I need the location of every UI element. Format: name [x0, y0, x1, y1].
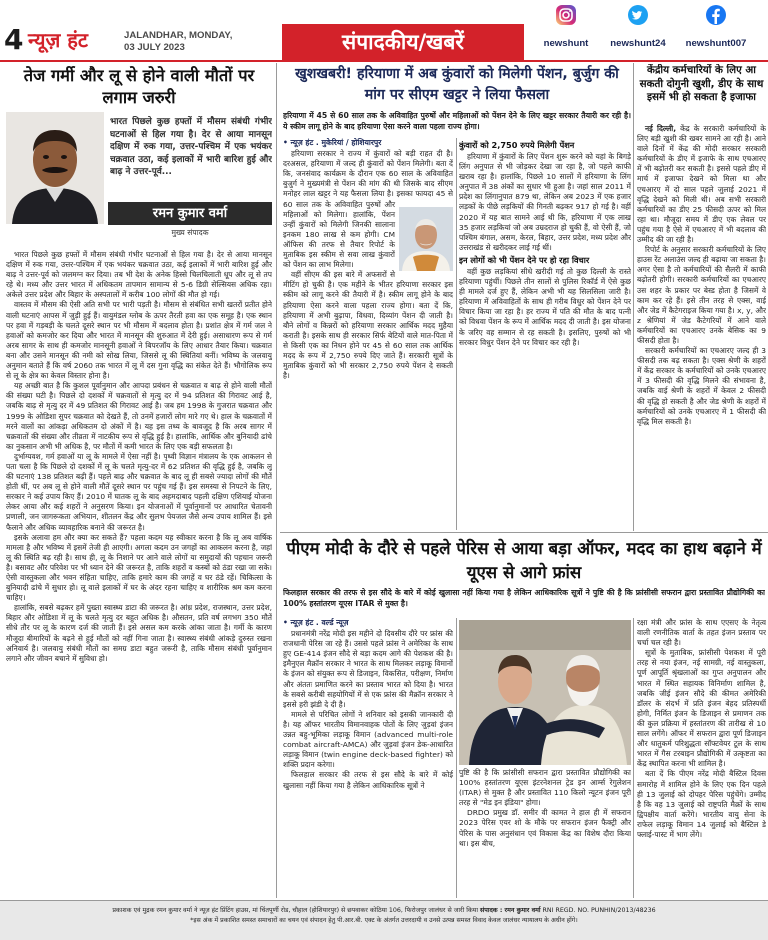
haryana-subheading-widower: इन लोगों को भी पेंशन देने पर हो रहा विचार — [459, 254, 590, 265]
facebook-handle: newshunt007 — [685, 38, 747, 49]
issue-date: 03 JULY 2023 — [124, 42, 185, 53]
france-paragraph: सूत्रों के मुताबिक, फ्रांसीसी पेशकश में पूरी तरह से नया इंजन, नई सामग्री, नई वास्तुकला, पूर्ण आपूर्ति श्रृंखलाओं का गुप्त अनुपालन और भारत में स्थित सहायक विनिर्माण शामिल है, जबकि जीई इंजन सौदे की कीमत अमेरिकी डॉलर के संदर्भ में प्रति इंजन बेहद प्रतिस्पर्धी होगी, निर्मित इंजन के डिजाइन से प्रमाणन तक की कुल प्रक्रिया में हस्तांतरण की तारीख से 10 साल लगेंगे। ऑफर में सफरान द्वारा पूर्ण डिजाइन और धातुकर्म परिशुद्धता सॉफ्टवेयर टूल के साथ भारत में गैस टरबाइन प्रौद्योगिकी में उत्कृष्टता का केंद्र स्थापित करना भी शामिल है। — [637, 648, 766, 769]
france-paragraph: बता दें कि पीएम नरेंद्र मोदी बैस्टिल दिवस समारोह में शामिल होने के लिए एक दिन पहले ही 13 जुलाई को दोपहर पेरिस पहुंचेंगे। उम्मीद है कि वह 13 जुलाई को राष्ट्रपति मैक्रों के साथ द्विपक्षीय वार्ता करेंगे। भारतीय वायु सेना के राफेल लड़ाकू विमान 14 जुलाई को बैस्टिल डे फ्लाई-पास्ट में भाग लेंगे। — [637, 769, 766, 839]
haryana-dateline: • न्यूज़ हंट . मुकेरियां / होशियारपुर — [283, 138, 382, 147]
author-photo — [6, 112, 104, 224]
haryana-summary: हरियाणा में 45 से 60 साल तक के अविवाहित पुरुषों और महिलाओं को पेंशन देने के लिए खट्टर सरकार तैयारी कर रही है। ये स्कीम लागू होने के बाद हरियाणा ऐसा करने वाला पहला राज्य होगा। — [283, 111, 631, 131]
editorial-paragraph: हालांकि, सबसे बढ़कर हमें पुख्ता स्वास्थ्य डाटा की जरूरत है। आंध्र प्रदेश, राजस्थान, उत्तर प्रदेश, बिहार और ओडिशा में लू के चलते मृत्यु दर बहुत अधिक है। औसतन, प्रति वर्ष लगभग 350 मौतें सीधे तौर पर लू के कारण दर्ज की जाती हैं। इसे असल कम करके आंका जाता है। गर्मी के कारण मौजूदा बीमारियों के बढ़ने से हुई मौतों को नहीं गिना जाता है। स्वास्थ्य संबंधी आंकड़े दुरुस्त रखना अनिवार्य है। जलवायु संबंधी मौतों का समग्र डाटा बहुत जरूरी है, ताकि मौसम संबंधी पूर्वानुमान लगाने और जीवन बचाने में सुविधा हो। — [6, 603, 272, 663]
legal-disclaimer: *इस अंक में प्रकाशित समस्त समाचारों का चयन एवं संपादन हेतु पी.आर.बी. एक्ट के अंतर्गत उत्तरदायी व उनसे उत्पन्न समस्त विवाद केवल जालंधर न्यायालय के अधीन होंगे। — [190, 916, 578, 924]
france-column-a — [283, 618, 453, 898]
twitter-icon — [627, 4, 649, 26]
modi-macron-photo — [459, 620, 631, 765]
france-paragraph: रक्षा मंत्री और फ्रांस के साथ एएसए के नेतृत्व वाली रणनीतिक वार्ता के तहत इंजन प्रस्ताव पर चर्चा चल रही है। — [637, 618, 766, 648]
france-paragraph: प्रधानमंत्री नरेंद्र मोदी इस महीने दो दिवसीय दौरे पर फ्रांस की राजधानी पेरिस जा रहे हैं। उससे पहले फ्रांस ने अमेरिका के साथ हुए GE-414 इंजन सौदे से बड़ा कदम आगे की पेशकश की है। इमैनुएल मैक्रॉन सरकार ने भारत के साथ मिलकर लड़ाकू विमानों के इंजन को संयुक्त रूप से डिजाइन, विकसित, परीक्षण, निर्माण और अंततः प्रमाणित करने का प्रस्ताव भारत को दिया है। भारत के सबसे करीबी सहयोगियों में से एक फ्रांस की मैक्रॉन सरकार ने इससे हरी झंडी दे दी है। — [283, 629, 453, 709]
haryana-column-b — [459, 138, 631, 530]
haryana-paragraph: हरियाणा सरकार ने राज्य में कुंवारों को बड़ी राहत दी है। दरअसल, हरियाणा में जल्द ही कुंवारों को पेंशन मिलेगी। बता दें कि, जनसंवाद कार्यक्रम के दौरान एक 60 साल के अविवाहित बुजुर्ग ने मुख्यमंत्री से पेंशन की मांग की थी जिसके बाद सीएम मनोहर लाल खट्टर ने यह फैसला लिया है। इसका फायदा 45 से 60 साल तक के अविवाहित पुरुषों और महिलाओं को मिलेगा। हालांकि, पेंशन उन्हीं कुंवारों को मिलेगी जिनकी सालाना इनकम 180 लाख से कम होगी। CM ऑफिस की तरफ से तैयार रिपोर्ट के मुताबिक इस स्कीम से सवा लाख कुंवारों को पेंशन का लाभ मिलेगा। — [283, 149, 453, 270]
editorial-body — [6, 250, 272, 898]
france-dateline: • न्यूज़ हंट . वर्ल्ड न्यूज़ — [283, 618, 349, 627]
france-paragraph: मामले से परिचित लोगों ने शनिवार को इसकी जानकारी दी है। यह ऑफर भारतीय विमानवाहक पोतों के लिए जुड़वां इंजन उन्नत बहु-भूमिका लड़ाकू विमान (advanced multi-role combat aircraft-AMCA) और जुड़वां इंजन डेक-आधारित लड़ाकू विमान (twin engine deck-based fighter) को शक्ति प्रदान करेगा। — [283, 709, 453, 770]
column-divider — [633, 618, 634, 898]
city-day: JALANDHAR, MONDAY, — [124, 30, 233, 41]
column-divider — [633, 63, 634, 531]
haryana-headline: खुशखबरी! हरियाणा में अब कुंवारों को मिलेगी पेंशन, बुर्जुग की मांग पर सीएम खट्टर ने लिया फैसला — [295, 66, 619, 103]
author-designation: मुख्य संपादक — [171, 228, 209, 237]
da-paragraph: रिपोर्ट के अनुसार सरकारी कर्मचारियों के लिए हाउस रेंट अलाउंस जल्द ही बढ़ाया जा सकता है। अगर ऐसा है तो कर्मचारियों की सैलरी में काफी बढ़ोतरी होगी। सरकारी कर्मचारियों का एचआरए उस शहर के प्रकार पर बेस्ड होता है जिसमें वे काम कर रहे हैं। इसे तीन तरह से एक्स, वाई और जेड में कैटेगराइज किया गया है। x, y, और z श्रेणियां में जेड कैटेगरियों में आने वाले कर्मचारियों का एचआरए उनके बेसिक का 9 फीसदी होता है। — [637, 245, 766, 345]
page-number: 4 — [4, 23, 24, 56]
haryana-subheading-pension: कुंवारों को 2,750 रुपये मिलेगी पेंशन — [459, 140, 575, 150]
da-body — [637, 124, 766, 530]
column-divider — [456, 618, 457, 898]
france-paragraph: DRDO प्रमुख डॉ. समीर वी कामत ने हाल ही में सफरान 2023 पेरिस एयर शो के मौके पर सफरान इंजन फैक्ट्री और पेरिस के पास अनुसंधान एवं विकास केंद्र का विशेष दौरा किया था। इस बीच, — [459, 808, 631, 848]
france-summary: फिलहाल सरकार की तरफ से इस सौदे के बारे में कोई खुलासा नहीं किया गया है लेकिन आधिकारिक सूत्रों ने पुष्टि की है कि फ्रांसीसी सफरान द्वारा प्रस्तावित प्रौद्योगिकी का 100% हस्तांतरण यूएस ITAR से मुक्त है। — [283, 588, 765, 608]
social-instagram — [530, 4, 602, 58]
da-dateline: नई दिल्ली, — [645, 124, 677, 133]
da-paragraph-text: केंद्र के सरकारी कर्मचारियों के लिए बड़ी खुशी की खबर सामने आ रही है। आने वाले दिनों में केंद्र की मोदी सरकार सरकारी कर्मचारियों के डीए में इजाफे के साथ एचआरए में भी बढ़ोतरी कर सकती है। इससे पहले डीए में मार्च में इजाफा देखने को मिला था और एचआरए में दो साल पहले जुलाई 2021 में वृद्धि देखने को मिली थी। अब सभी सरकारी कर्मचारियों का डीए 25 फीसदी ऊपर को मिल रहा था। मौजूदा समय में डीए एक लेवल पर पहुंच गया है ऐसे में एचआरए में भी बदलाव की उम्मीद की जा रही है। — [637, 124, 766, 245]
social-twitter — [602, 4, 674, 58]
section-banner: संपादकीय/खबरें — [282, 24, 524, 60]
editorial-paragraph: वास्तव में मौसम की ऐसी अति सभी पर भारी पड़ती है। मौसम से संबंधित सभी खतरों प्रतीत होने वाली घटनाएं आपस में जुड़ी हुई हैं। वायुमंडल ग्लोब के ऊपर तैरती हवा का एक समूह है। एक स्थान पर हवा में गड़बड़ी के चलते दूसरे स्थान पर भी मौसम में बदलाव होता है। प्रशांत क्षेत्र में गर्म जल ने हवाओं को कमजोर कर दिया और भारत में मानसून की शुरुआत में देरी हुई। असाधारण रूप से गर्म अरब सागर के साथ ही कमजोर मानसूनी हवाओं ने बिपरजॉय के लिए आधार तैयार किया। चक्रवात बना और उसने मानसून की नमी को सोख लिया, जिससे लू की स्थितियां बनीं। भविष्य के जलवायु अनुमान बताते हैं कि वर्ष 2060 तक भारत में लू में दस गुना वृद्धि का संकेत देते हैं। भौगोलिक रूप से लू के क्षेत्र का केवल विस्तार होना है। — [6, 300, 272, 381]
newspaper-logo: न्यूज़ हंट — [28, 28, 89, 52]
column-divider — [456, 138, 457, 530]
instagram-icon — [555, 4, 577, 26]
khattar-photo — [399, 207, 453, 271]
editorial-paragraph: दुर्भाग्यवश, गर्म हवाओं या लू के मामले में ऐसा नहीं है। पृथ्वी विज्ञान मंत्रालय के एक आकलन से पता चला है कि पिछले दो दशकों में लू के चलते मृत्यु-दर में 62 प्रतिशत की वृद्धि हुई है, जबकि लू की घटनाएं 138 प्रतिशत बढ़ी हैं। पहले बाढ़ और चक्रवात के बाद लू ही सबसे ज्यादा लोगों की मौतें होती थीं, पर अब लू से होने वाली मौतें दूसरे स्थान पर पहुंच गई हैं। इस समस्या से निपटने के लिए, सरकार ने कई उपाय किए हैं। 2010 में घातक लू के बाद अहमदाबाद पहली दक्षिण एशियाई योजना लेकर आया और कई शहरों ने अनुसरण किया। इन योजनाओं में पूर्वानुमानों पर आधारित चेतावनी प्रणाली, जन जागरूकता अभियान, शीतलन केंद्र और सुलभ पेयजल जैसे अन्य उपाय शामिल हैं। इसे फैलाने और अधिक व्यावहारिक बनाने की जरूरत है। — [6, 451, 272, 532]
editorial-headline: तेज गर्मी और लू से होने वाली मौतों पर लगाम जरुरी — [23, 66, 255, 107]
instagram-handle: newshunt — [543, 38, 589, 49]
dateline-block — [124, 30, 232, 54]
da-headline: केंद्रीय कर्मचारियों के लिए आ सकती दोगुनी खुशी, डीए के साथ इसमें भी हो सकता है इजाफा — [639, 64, 764, 104]
modi-macron-image — [459, 620, 631, 765]
da-paragraph: सरकारी कर्मचारियों का एचआरए जल्द ही 3 फीसदी तक बढ़ सकता है। एक्स श्रेणी के शहरों में केंद्र सरकार के कर्मचारियों को उनके एचआरए में 3 फीसदी की वृद्धि मिलने की संभावना है, जबकि वाई श्रेणी के शहरों में केवल 2 फीसदी की वृद्धि हो सकती है और जेड श्रेणी के शहरों में कर्मचारियों को उनके एचआरए में 1 फीसदी की वृद्धि मिल सकती है। — [637, 346, 766, 426]
imprint-line — [6, 906, 762, 916]
france-paragraph: फिलहाल सरकार की तरफ से इस सौदे के बारे में कोई खुलासा नहीं किया गया है लेकिन आधिकारिक सूत्रों ने — [283, 770, 453, 790]
facebook-icon — [705, 4, 727, 26]
publisher-details: प्रकाशक एवं मुद्रक रमन कुमार वर्मा ने न्यूज़ हंट प्रिंटिंग हाउस, मां चिंतपूर्णी रोड, चौहाल (होशियारपुर) से छपवाकर कोठिया 106, फिरोजपुर जालंधर से जारी किया — [112, 907, 478, 914]
column-divider — [276, 63, 277, 898]
editorial-paragraph: यह अच्छी बात है कि कुशल पूर्वानुमान और आपदा प्रबंधन से चक्रवात व बाढ़ से होने वाली मौतों की संख्या घटी है। पिछले दो दशकों में चक्रवातों से मृत्यु दर में 94 प्रतिशत की गिरावट आई है, जबकि बाढ़ से मृत्यु दर में 49 प्रतिशत की गिरावट आई है। जब हम 1998 के गुजरात चक्रवात और 1999 के ओडिशा सुपर चक्रवात को देखते हैं, तो उनमें हजारों लोग मारे गए थे। हाल के चक्रवातों में मरने वालों का आंकड़ा अधिकतम दो अंकों में है। यह इस तथ्य के बावजूद है कि अरब सागर में चक्रवातों की संख्या और तीव्रता में नाटकीय रूप से वृद्धि हुई है। हालांकि, आर्थिक और बुनियादी ढांचे का नुकसान अभी भी अधिक है, पर मौतों में कमी भारत के लिए एक बड़ी सफलता है। — [6, 381, 272, 451]
haryana-column-a — [283, 138, 453, 530]
haryana-paragraph: वहीं कुछ लड़कियां सीधे खरीदी गई तो कुछ दिल्ली के रास्ते हरियाणा पहुंचीं। पिछले तीन सालों से पुलिस रिकॉर्ड में ऐसे कुछ ही मामले दर्ज हुए हैं, लेकिन अभी भी यह सिलसिला जारी है। हरियाणा में अविवाहितों के साथ ही गरीब विधुर को पेंशन देने पर विचार किया जा रहा है। हर राज्य में पति की मौत के बाद पत्नी को विधवा पेंशन के रूप में आर्थिक मदद दी जाती है। इस योजना के जरिए वह सम्मान से रह सकती है। इसलिए, पुरुषों को भी सरकार विधुर पेंशन देने पर विचार कर रही है। — [459, 266, 631, 347]
author-name: रमन कुमार वर्मा — [108, 202, 272, 225]
haryana-paragraph: हरियाणा में कुंवारों के लिए पेंशन शुरू करने को यहां के बिगड़े लिंग अनुपात से भी जोड़कर देखा जा रहा है, जो पहले काफी खराब रहा है। हालांकि, पिछले 10 सालों में हरियाणा के लिंग अनुपात में 38 अंकों का सुधार भी हुआ है। जहां साल 2011 में प्रदेश का लिंगानुपात 879 था, लेकिन अब 2023 में एक हजार लड़कों के पीछे लड़कियों की गिनती बढ़कर 917 हो गई है। वहीं 2020 में यह बात सामने आई थी कि, हरियाणा में एक लाख 35 हजार लड़कियां जो अब उम्रदराज हो चुकी हैं, वो ऐसी हैं, जो पश्चिम बंगाल, असम, केरल, बिहार, उत्तर प्रदेश, मध्य प्रदेश और उत्तराखंड से खरीदकर लाई गई थीं। — [459, 152, 631, 252]
editor-credit: संपादक : रमन कुमार वर्मा — [480, 907, 541, 914]
author-portrait-image — [6, 112, 104, 224]
editorial-paragraph: भारत पिछले कुछ हफ्तों में मौसम संबंधी गंभीर घटनाओं से हिल गया है। देर से आया मानसून दक्षिण में रुक गया, उत्तर-पश्चिम में एक भयंकर चक्रवात उठा, कई इलाकों में भारी बारिश हुई और बाढ़ ने उत्तर-पूर्व को जलमग्न कर दिया। तब भी देश के अनेक हिस्से चिलचिलाती धूप और लू से तप रहे थे। मध्य और उत्तर भारत में अधिकतम तापमान सामान्य से 5-6 डिग्री सेल्सियस अधिक रहा। अकेले उत्तर प्रदेश और बिहार के अस्पतालों में करीब 100 लोगों की मौत हो गई। — [6, 250, 272, 300]
rni-number: RNI REGD. NO. PUNHIN/2013/48236 — [542, 907, 656, 914]
page-header — [0, 0, 768, 62]
khattar-portrait-image — [399, 207, 453, 271]
haryana-paragraph: वहीं सीएम की इस बारे में अफसरों से मीटिंग हो चुकी है। एक महीने के भीतर हरियाणा सरकार इस स्कीम को लागू करने की तैयारी में है। स्कीम लागू होने के बाद हरियाणा ऐसा करने वाला पहला राज्य होगा। बता दें कि, हरियाणा में अभी बुढ़ापा, विधवा, दिव्यांग पेंशन दी जाती है। बौने लोगों व किन्नरों को हरियाणा सरकार आर्थिक मदद मुहैया कराती है। इसके साथ ही सरकार सिर्फ बेटियों वाले मात-पिता में से किसी एक का निधन होने पर 45 से 60 साल तक आर्थिक मदद के रूप में 2,750 रुपये दिए जाते हैं। सरकारी सूत्रों के मुताबिक कुंवारों को भी सरकार 2,750 रुपये पेंशन दे सकती है। — [283, 270, 453, 381]
section-divider — [280, 532, 768, 533]
france-column-c — [637, 618, 766, 898]
france-paragraph: पुष्टि की है कि फ्रांसीसी सफरान द्वारा प्रस्तावित प्रौद्योगिकी का 100% हस्तांतरण यूएस इंटरनेशनल ट्रेड इन आर्म्स रेगुलेशन (ITAR) से मुक्त है और प्रस्तावित 110 किलो न्यूटन इंजन पूरी तरह से "मेड इन इंडिया" होगा। — [459, 768, 631, 808]
da-paragraph — [637, 124, 766, 245]
editorial-paragraph: इसके अलावा हम और क्या कर सकते हैं? पहला कदम यह स्वीकार करना है कि लू अब वार्षिक मामला है और भविष्य में इसमें तेजी ही आएगी। अगला कदम उन जगहों का आकलन करना है, जहां लू की स्थिति बढ़ रही है। साथ ही, लू के निशाने पर आने वाले लोगों या समुदायों की पहचान जरूरी है। बसावट और परिवेश पर भी ध्यान देने की जरूरत है, ताकि शहरों व कस्बों को ठंडा रखा जा सके। ऐसी वास्तुकला और भवन संहिता चाहिए, ताकि हमारे काम की जगहें व घर ठंडे रहें। चिकित्सा के बुनियादी ढांचे में सुधार हो। लू वाले इलाकों में घर के अंदर रहना चाहिए व शारीरिक श्रम कम करना चाहिए। — [6, 532, 272, 603]
social-facebook — [680, 4, 752, 58]
twitter-handle: newshunt24 — [610, 38, 666, 49]
france-column-b — [459, 768, 631, 898]
imprint-footer — [0, 900, 768, 940]
editorial-intro: भारत पिछले कुछ हफ्तों में मौसम संबंधी गंभीर घटनाओं से हिल गया है। देर से आया मानसून दक्षिण में रुक गया, उत्तर-पश्चिम में एक भयंकर चक्रवात उठा, कई इलाकों में भारी बारिश हुई और बाढ़ ने उत्तर-पूर्व... — [110, 117, 272, 178]
france-headline: पीएम मोदी के दौरे से पहले पेरिस से आया बड़ा ऑफर, मदद का हाथ बढ़ाने में यूएस से आगे फ्रांस — [286, 538, 762, 582]
